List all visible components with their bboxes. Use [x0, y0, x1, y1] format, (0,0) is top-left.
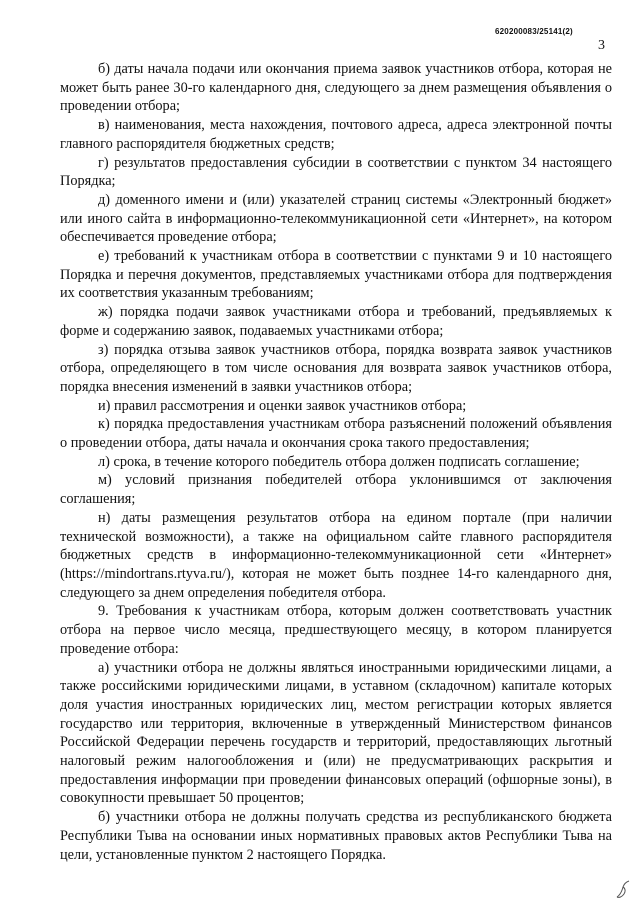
- paragraph-9-requirements: 9. Требования к участникам отбора, которым должен соответствовать участник отбора на первое число месяца, предшествующего месяцу, в котором планируется проведение отбора:: [60, 603, 612, 657]
- paragraph-m-evasion: м) условий признания победителей отбора уклонившимся от заключения соглашения;: [60, 472, 612, 508]
- paragraph-zh-submission: ж) порядка подачи заявок участниками отбора и требований, предъявляемых к форме и содержанию заявок, подаваемых участниками отбора;: [60, 304, 612, 339]
- paragraph-k-clarifications: к) порядка предоставления участникам отбора разъяснений положений объявления о проведении отбора, даты начала и окончания срока такого предоставления;: [60, 416, 612, 452]
- paragraph-e-requirements: е) требований к участникам отбора в соответствии с пунктами 9 и 10 настоящего Порядка и перечня документов, представляемых участниками отбора для подтверждения их соответствия указанным требованиям;: [60, 248, 612, 302]
- document-id: 620200083/25141(2): [495, 27, 573, 36]
- paragraph-i-rules: и) правил рассмотрения и оценки заявок участников отбора;: [98, 397, 467, 414]
- paragraph-b-start-date: б) даты начала подачи или окончания приема заявок участников отбора, которая не может быть ранее 30-го календарного дня, следующего за днем размещения объявления о проведении отбора;: [60, 61, 612, 115]
- paragraph-b-budget-funds: б) участники отбора не должны получать средства из республиканского бюджета Республики Тыва на основании иных нормативных правовых актов Республики Тыва на цели, установленные пунктом 2 настоящего Порядка.: [60, 809, 612, 863]
- paragraph-v-address: в) наименования, места нахождения, почтового адреса, адреса электронной почты главного распорядителя бюджетных средств;: [60, 117, 612, 152]
- paragraph-l-deadline: л) срока, в течение которого победитель отбора должен подписать соглашение;: [98, 453, 580, 470]
- document-body: [60, 60, 612, 864]
- paragraph-z-withdrawal: з) порядка отзыва заявок участников отбора, порядка возврата заявок участников отбора, определяющего в том числе основания для возврата заявок участников отбора, порядка внесения изменений в заявки участников отбора;: [60, 341, 612, 395]
- paragraph-d-domain: д) доменного имени и (или) указателей страниц системы «Электронный бюджет» или иного сайта в информационно-телекоммуникационной сети «Интернет», на котором обеспечивается проведение отбора;: [60, 191, 612, 246]
- paragraph-a-foreign-entities: а) участники отбора не должны являться иностранными юридическими лицами, а также российскими юридическими лицами, в уставном (складочном) капитале которых доля участия иностранных юридических лиц, местом регистрации которых является государство или территория, включенные в утвержденный Министерством финансов Российской Федерации перечень государств и территорий, предоставляющих льготный налоговый режим налогообложения и (или) не предусматривающих раскрытия и предоставления информации при проведении финансовых операций (офшорные зоны), в совокупности превышает 50 процентов;: [60, 659, 612, 807]
- paragraph-n-publication: н) даты размещения результатов отбора на едином портале (при наличии технической возможности), а также на официальном сайте главного распорядителя бюджетных средств в информационно-телекоммуникационной сети «Интернет» (https://mindortrans.rtyva.ru/), которая не может быть позднее 14-го календарного дня, следующего за днем определения победителя отбора.: [60, 509, 612, 601]
- page-number: 3: [598, 38, 605, 53]
- paragraph-g-results: г) результатов предоставления субсидии в соответствии с пунктом 34 настоящего Порядка;: [60, 154, 612, 190]
- signature-mark: [614, 878, 632, 900]
